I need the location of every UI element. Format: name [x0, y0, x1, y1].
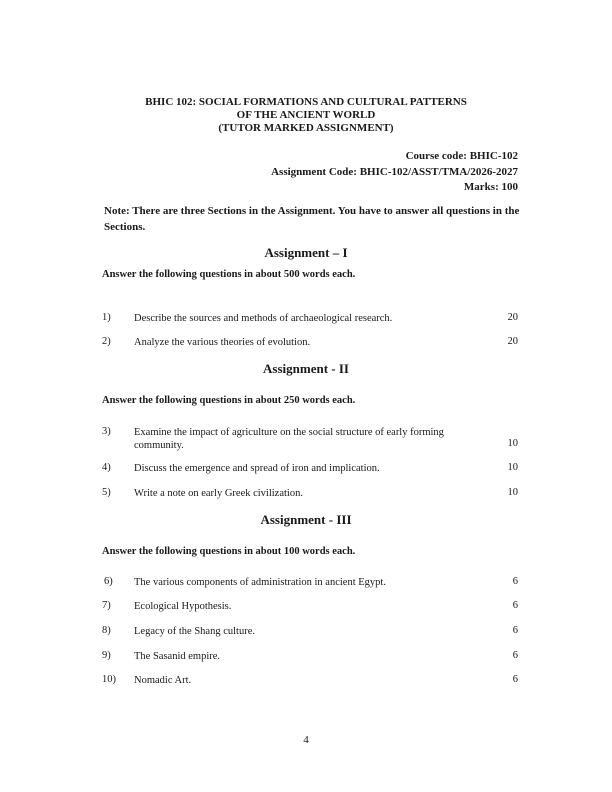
- total-marks: Marks: 100: [463, 181, 518, 193]
- question-marks: 6: [512, 650, 518, 661]
- question-text: The Sasanid empire.: [134, 651, 221, 662]
- course-code: Course code: BHIC-102: [405, 150, 518, 162]
- question-marks: 20: [507, 336, 518, 347]
- document-title-line-1: BHIC 102: SOCIAL FORMATIONS AND CULTURAL PATTERNS: [145, 96, 467, 108]
- section-instruction: Answer the following questions in about 500 words each.: [102, 269, 356, 280]
- section-instruction: Answer the following questions in about 100 words each.: [102, 546, 356, 557]
- section-heading: Assignment - II: [263, 361, 349, 376]
- assignment-code: Assignment Code: BHIC-102/ASST/TMA/2026-2027: [271, 166, 518, 178]
- question-text: Write a note on early Greek civilization.: [134, 488, 303, 499]
- question-marks: 10: [507, 462, 518, 473]
- question-text: Legacy of the Shang culture.: [134, 626, 255, 637]
- question-text: Examine the impact of agriculture on the social structure of early forming community.: [134, 427, 444, 451]
- question-text: Discuss the emergence and spread of iron and implication.: [134, 463, 380, 474]
- question-marks: 6: [512, 625, 518, 636]
- question-marks: 6: [512, 674, 518, 685]
- question-number: 3): [102, 426, 111, 437]
- question-number: 7): [102, 600, 111, 611]
- section-instruction: Answer the following questions in about 250 words each.: [102, 395, 356, 406]
- question-marks: 6: [512, 600, 518, 611]
- question-number: 9): [102, 650, 111, 661]
- question-number: 1): [102, 312, 111, 323]
- section-heading: Assignment – I: [264, 245, 348, 260]
- document-title-line-2: OF THE ANCIENT WORLD: [236, 109, 376, 121]
- page-number: 4: [303, 734, 309, 746]
- question-number: 4): [102, 462, 111, 473]
- note-text: Note: There are three Sections in the Assignment. You have to answer all questions in the Sections.: [104, 205, 520, 233]
- question-number: 5): [102, 487, 111, 498]
- question-marks: 6: [512, 576, 518, 587]
- document-title-line-3: (TUTOR MARKED ASSIGNMENT): [218, 122, 394, 134]
- question-text: The various components of administration in ancient Egypt.: [134, 577, 386, 588]
- question-text: Nomadic Art.: [134, 675, 192, 686]
- question-marks: 10: [507, 438, 518, 449]
- question-text: Describe the sources and methods of archaeological research.: [134, 313, 393, 324]
- question-text: Analyze the various theories of evolution.: [134, 337, 311, 348]
- question-text: Ecological Hypothesis.: [134, 601, 232, 612]
- question-number: 2): [102, 336, 111, 347]
- question-marks: 20: [507, 312, 518, 323]
- question-marks: 10: [507, 487, 518, 498]
- question-number: 6): [104, 576, 113, 587]
- section-heading: Assignment - III: [260, 512, 352, 527]
- question-number: 10): [102, 674, 116, 685]
- question-number: 8): [102, 625, 111, 636]
